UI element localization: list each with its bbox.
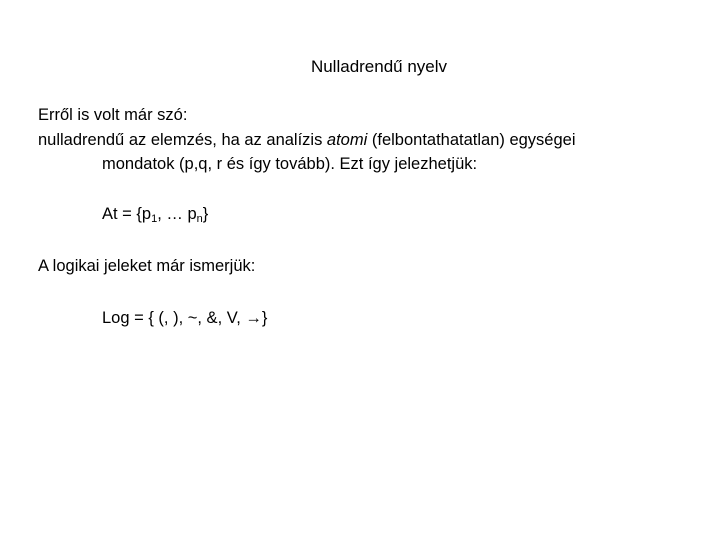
slide-title: Nulladrendű nyelv bbox=[310, 57, 448, 76]
definition-after: (felbontathatatlan) egységei bbox=[367, 131, 576, 149]
definition-before: nulladrendű az elemzés, ha az analízis bbox=[38, 131, 327, 149]
logic-set: Log = { (, ), ~, &, V, →} bbox=[102, 309, 268, 327]
atoms-suffix: } bbox=[202, 205, 209, 223]
definition-text bbox=[38, 131, 576, 150]
atoms-prefix: At = {p bbox=[102, 205, 152, 223]
logic-intro: A logikai jeleket már ismerjük: bbox=[38, 257, 256, 275]
atoms-sub-1: 1 bbox=[151, 213, 158, 225]
atoms-middle: , … p bbox=[157, 205, 197, 223]
definition-emphasis: atomi bbox=[326, 131, 368, 149]
definition-continuation: mondatok (p,q, r és így tovább). Ezt így jelezhetjük: bbox=[102, 155, 478, 173]
atoms-set bbox=[102, 205, 208, 224]
atoms-sub-n: n bbox=[196, 213, 203, 225]
intro-text: Erről is volt már szó: bbox=[38, 106, 188, 124]
